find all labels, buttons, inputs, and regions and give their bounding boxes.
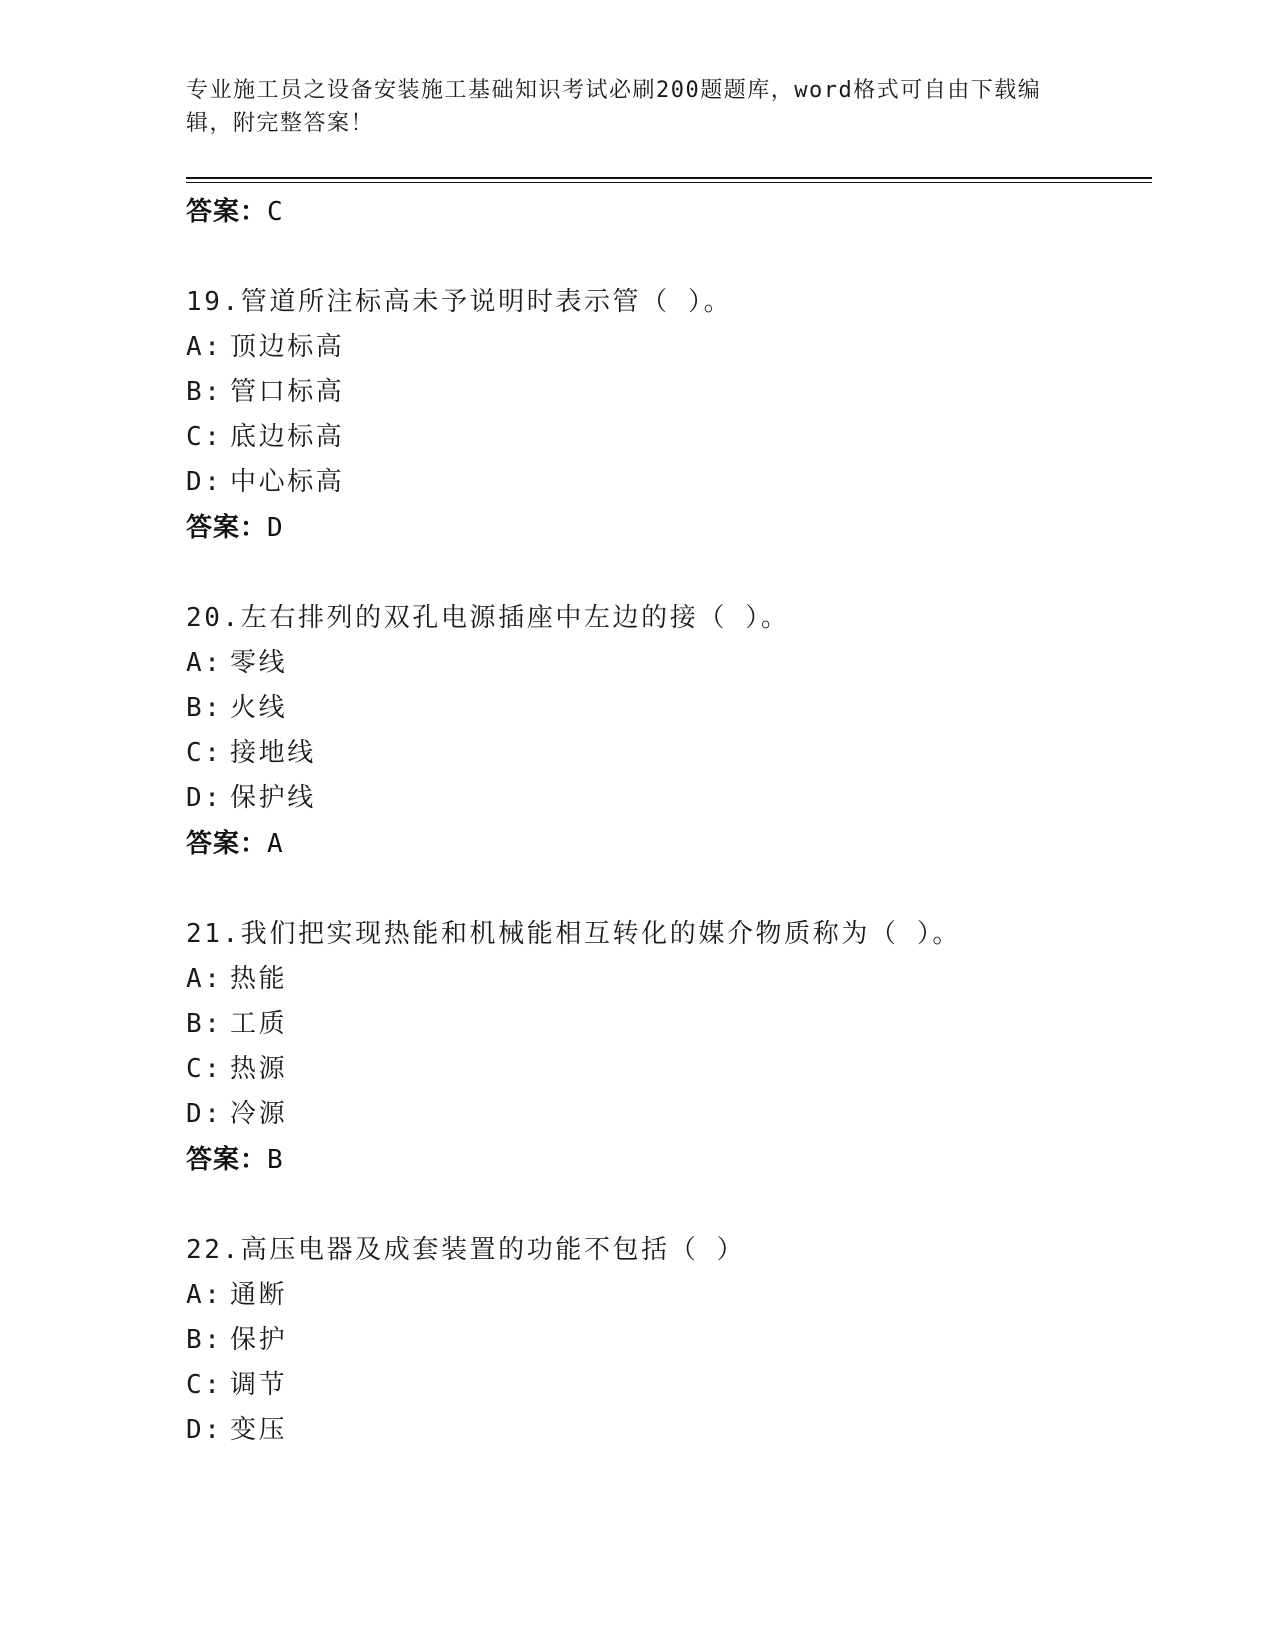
- option-item: [186, 776, 1146, 821]
- question-stem: 22.高压电器及成套装置的功能不包括（ ）: [186, 1235, 746, 1265]
- question-block: [186, 912, 1146, 1183]
- option-item: [186, 1047, 1146, 1092]
- option-item: [186, 1318, 1146, 1363]
- option-text: 中心标高: [230, 467, 345, 497]
- answer-line: [186, 821, 1146, 867]
- answer-line: [186, 505, 1146, 551]
- option-key: C:: [186, 422, 223, 452]
- option-item: [186, 325, 1146, 370]
- option-key: C:: [186, 1370, 223, 1400]
- option-key: A:: [186, 332, 223, 362]
- question-block: [186, 280, 1146, 551]
- question-spacer: [186, 867, 1146, 912]
- page-header-title: 专业施工员之设备安装施工基础知识考试必刷200题题库，word格式可自由下载编辑，附完整答案！: [186, 78, 1042, 136]
- option-key: B:: [186, 1009, 223, 1039]
- option-text: 零线: [230, 648, 288, 678]
- question-stem: 20.左右排列的双孔电源插座中左边的接（ ）。: [186, 603, 790, 633]
- answer-value: A: [267, 829, 284, 859]
- question-stem: 19.管道所注标高未予说明时表示管（ ）。: [186, 287, 733, 317]
- option-key: A:: [186, 1280, 223, 1310]
- option-item: [186, 731, 1146, 776]
- answer-label: 答案：: [186, 1145, 268, 1175]
- option-text: 变压: [230, 1415, 288, 1445]
- option-key: A:: [186, 964, 223, 994]
- option-key: D:: [186, 783, 223, 813]
- option-text: 管口标高: [230, 377, 345, 407]
- option-item: [186, 1273, 1146, 1318]
- option-text: 底边标高: [230, 422, 345, 452]
- option-key: C:: [186, 1054, 223, 1084]
- option-key: D:: [186, 1099, 223, 1129]
- option-text: 接地线: [230, 738, 316, 768]
- answer-line: [186, 1137, 1146, 1183]
- header-divider: [186, 177, 1152, 179]
- option-item: [186, 415, 1146, 460]
- answer-label: 答案：: [186, 197, 268, 227]
- answer-value: C: [267, 197, 284, 227]
- option-text: 冷源: [230, 1099, 288, 1129]
- header-divider-thin: [186, 182, 1152, 183]
- question-spacer: [186, 1183, 1146, 1228]
- question-list: [186, 189, 1146, 1453]
- option-item: [186, 1408, 1146, 1453]
- option-item: [186, 1002, 1146, 1047]
- option-key: C:: [186, 738, 223, 768]
- option-text: 热能: [230, 964, 288, 994]
- question-stem: 21.我们把实现热能和机械能相互转化的媒介物质称为（ ）。: [186, 919, 962, 949]
- option-key: B:: [186, 1325, 223, 1355]
- option-item: [186, 1363, 1146, 1408]
- option-text: 工质: [230, 1009, 288, 1039]
- option-text: 通断: [230, 1280, 288, 1310]
- option-key: B:: [186, 693, 223, 723]
- option-text: 火线: [230, 693, 288, 723]
- option-item: [186, 686, 1146, 731]
- option-item: [186, 641, 1146, 686]
- option-text: 热源: [230, 1054, 288, 1084]
- option-text: 顶边标高: [230, 332, 345, 362]
- option-key: B:: [186, 377, 223, 407]
- question-block: [186, 596, 1146, 867]
- question-spacer: [186, 551, 1146, 596]
- question-spacer: [186, 235, 1146, 280]
- option-item: [186, 460, 1146, 505]
- answer-label: 答案：: [186, 513, 268, 543]
- answer-label: 答案：: [186, 829, 268, 859]
- question-block: [186, 1228, 1146, 1453]
- answer-value: D: [267, 513, 284, 543]
- option-key: D:: [186, 1415, 223, 1445]
- option-key: A:: [186, 648, 223, 678]
- option-item: [186, 370, 1146, 415]
- answer-value: B: [267, 1145, 284, 1175]
- option-item: [186, 1092, 1146, 1137]
- option-text: 保护线: [230, 783, 316, 813]
- option-text: 调节: [230, 1370, 288, 1400]
- option-item: [186, 957, 1146, 1002]
- option-key: D:: [186, 467, 223, 497]
- option-text: 保护: [230, 1325, 288, 1355]
- answer-line: [186, 189, 1146, 235]
